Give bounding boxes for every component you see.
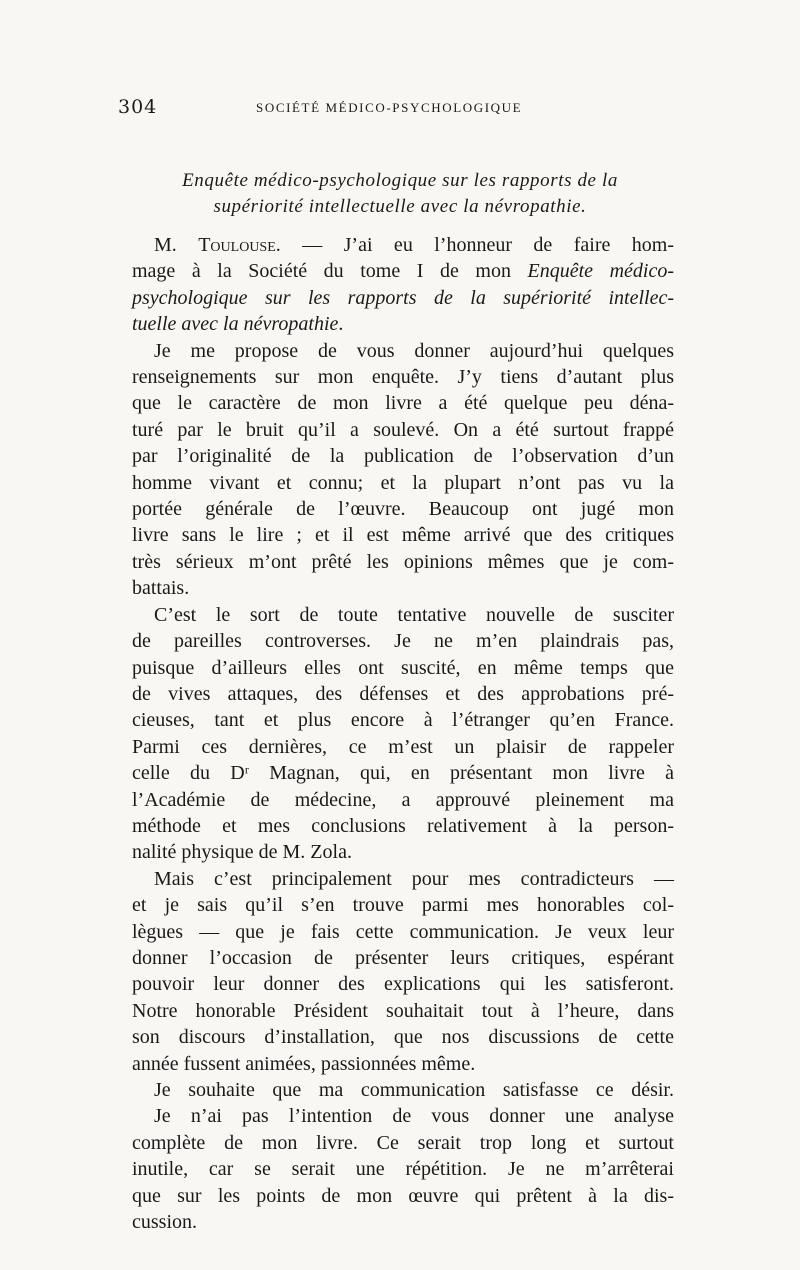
text-line: Notre honorable Président souhaitait tout à l’heure, dans bbox=[132, 999, 674, 1022]
book-title-span: Enquête médico- bbox=[527, 260, 674, 283]
text-line bbox=[132, 232, 674, 258]
text-line: homme vivant et connu; et la plupart n’ont pas vu la bbox=[132, 471, 674, 494]
section-title-line: Enquête médico-psychologique sur les rapports de la bbox=[182, 170, 618, 191]
text-line: par l’originalité de la publication de l’observation d’un bbox=[132, 445, 674, 468]
text-line: pouvoir leur donner des explications qui les satisferont. bbox=[132, 973, 674, 996]
text-line: l’Académie de médecine, a approuvé pleinement ma bbox=[132, 788, 674, 811]
text-span: mage à la Société du tome I de mon bbox=[132, 260, 528, 283]
book-title-span: psychologique sur les rapports de la supériorité intellec- bbox=[132, 286, 674, 309]
book-title-span: tuelle avec la névropathie bbox=[132, 313, 339, 336]
text-line: son discours d’installation, que nos discussions de cette bbox=[132, 1026, 674, 1049]
paragraph bbox=[132, 338, 674, 602]
text-line: et je sais qu’il s’en trouve parmi mes honorables col- bbox=[132, 894, 674, 917]
text-line: cieuses, tant et plus encore à l’étranger qu’en France. bbox=[132, 709, 674, 732]
section-title-line: supériorité intellectuelle avec la névropathie. bbox=[213, 196, 587, 217]
text-line: de vives attaques, des défenses et des approbations pré- bbox=[132, 682, 674, 705]
text-line: Je me propose de vous donner aujourd’hui quelques bbox=[154, 339, 674, 362]
text-line: année fussent animées, passionnées même. bbox=[132, 1052, 476, 1075]
text-line: Je n’ai pas l’intention de vous donner une analyse bbox=[154, 1105, 674, 1128]
text-line bbox=[132, 285, 674, 311]
text-line: que sur les points de mon œuvre qui prêtent à la dis- bbox=[132, 1184, 674, 1207]
text-line: puisque d’ailleurs elles ont suscité, en même temps que bbox=[132, 656, 674, 679]
text-line bbox=[132, 258, 674, 284]
text-line: très sérieux m’ont prêté les opinions mêmes que je com- bbox=[132, 550, 674, 573]
text-line: turé par le bruit qu’il a soulevé. On a été surtout frappé bbox=[132, 418, 674, 441]
text-line: méthode et mes conclusions relativement à la person- bbox=[132, 814, 674, 837]
speaker-name: Toulouse bbox=[198, 234, 276, 256]
text-line: renseignements sur mon enquête. J’y tiens d’autant plus bbox=[132, 366, 674, 389]
text-line: donner l’occasion de présenter leurs critiques, espérant bbox=[132, 946, 674, 969]
text-line: que le caractère de mon livre a été quelque peu déna- bbox=[132, 392, 674, 415]
text-line: lègues — que je fais cette communication. Je veux leur bbox=[132, 920, 674, 943]
text-line: inutile, car se serait une répétition. Je ne m’arrêterai bbox=[132, 1158, 674, 1181]
text-line: complète de mon livre. Ce serait trop long et surtout bbox=[132, 1131, 674, 1154]
text-line: battais. bbox=[132, 577, 190, 600]
text-line: portée générale de l’œuvre. Beaucoup ont jugé mon bbox=[132, 498, 674, 521]
text-line: cussion. bbox=[132, 1211, 197, 1234]
text-line: nalité physique de M. Zola. bbox=[132, 841, 352, 864]
text-line: de pareilles controverses. Je ne m’en plaindrais pas, bbox=[132, 630, 674, 653]
text-line: livre sans le lire ; et il est même arrivé que des critiques bbox=[132, 524, 674, 547]
text-span: . — J’ai eu l’honneur de faire hom- bbox=[275, 234, 674, 256]
text-line: Mais c’est principalement pour mes contradicteurs — bbox=[154, 867, 674, 890]
text-line: C’est le sort de toute tentative nouvelle de susciter bbox=[154, 603, 674, 626]
text-span: M. bbox=[154, 234, 199, 256]
paragraph bbox=[132, 232, 674, 338]
running-head bbox=[118, 96, 678, 126]
paragraph bbox=[132, 866, 674, 1077]
running-title: SOCIÉTÉ MÉDICO-PSYCHOLOGIQUE bbox=[256, 100, 523, 115]
text-line: Je souhaite que ma communication satisfasse ce désir. bbox=[154, 1079, 674, 1101]
text-line: Parmi ces dernières, ce m’est un plaisir de rappeler bbox=[132, 735, 674, 758]
text-span: . bbox=[338, 313, 344, 336]
body-text bbox=[132, 232, 674, 1235]
paragraph bbox=[132, 1077, 674, 1103]
text-line bbox=[132, 311, 674, 337]
section-title bbox=[60, 168, 740, 220]
text-line: celle du Dʳ Magnan, qui, en présentant mon livre à bbox=[132, 762, 674, 785]
paragraph bbox=[132, 1103, 674, 1235]
paragraph bbox=[132, 602, 674, 866]
page-number: 304 bbox=[118, 96, 158, 118]
